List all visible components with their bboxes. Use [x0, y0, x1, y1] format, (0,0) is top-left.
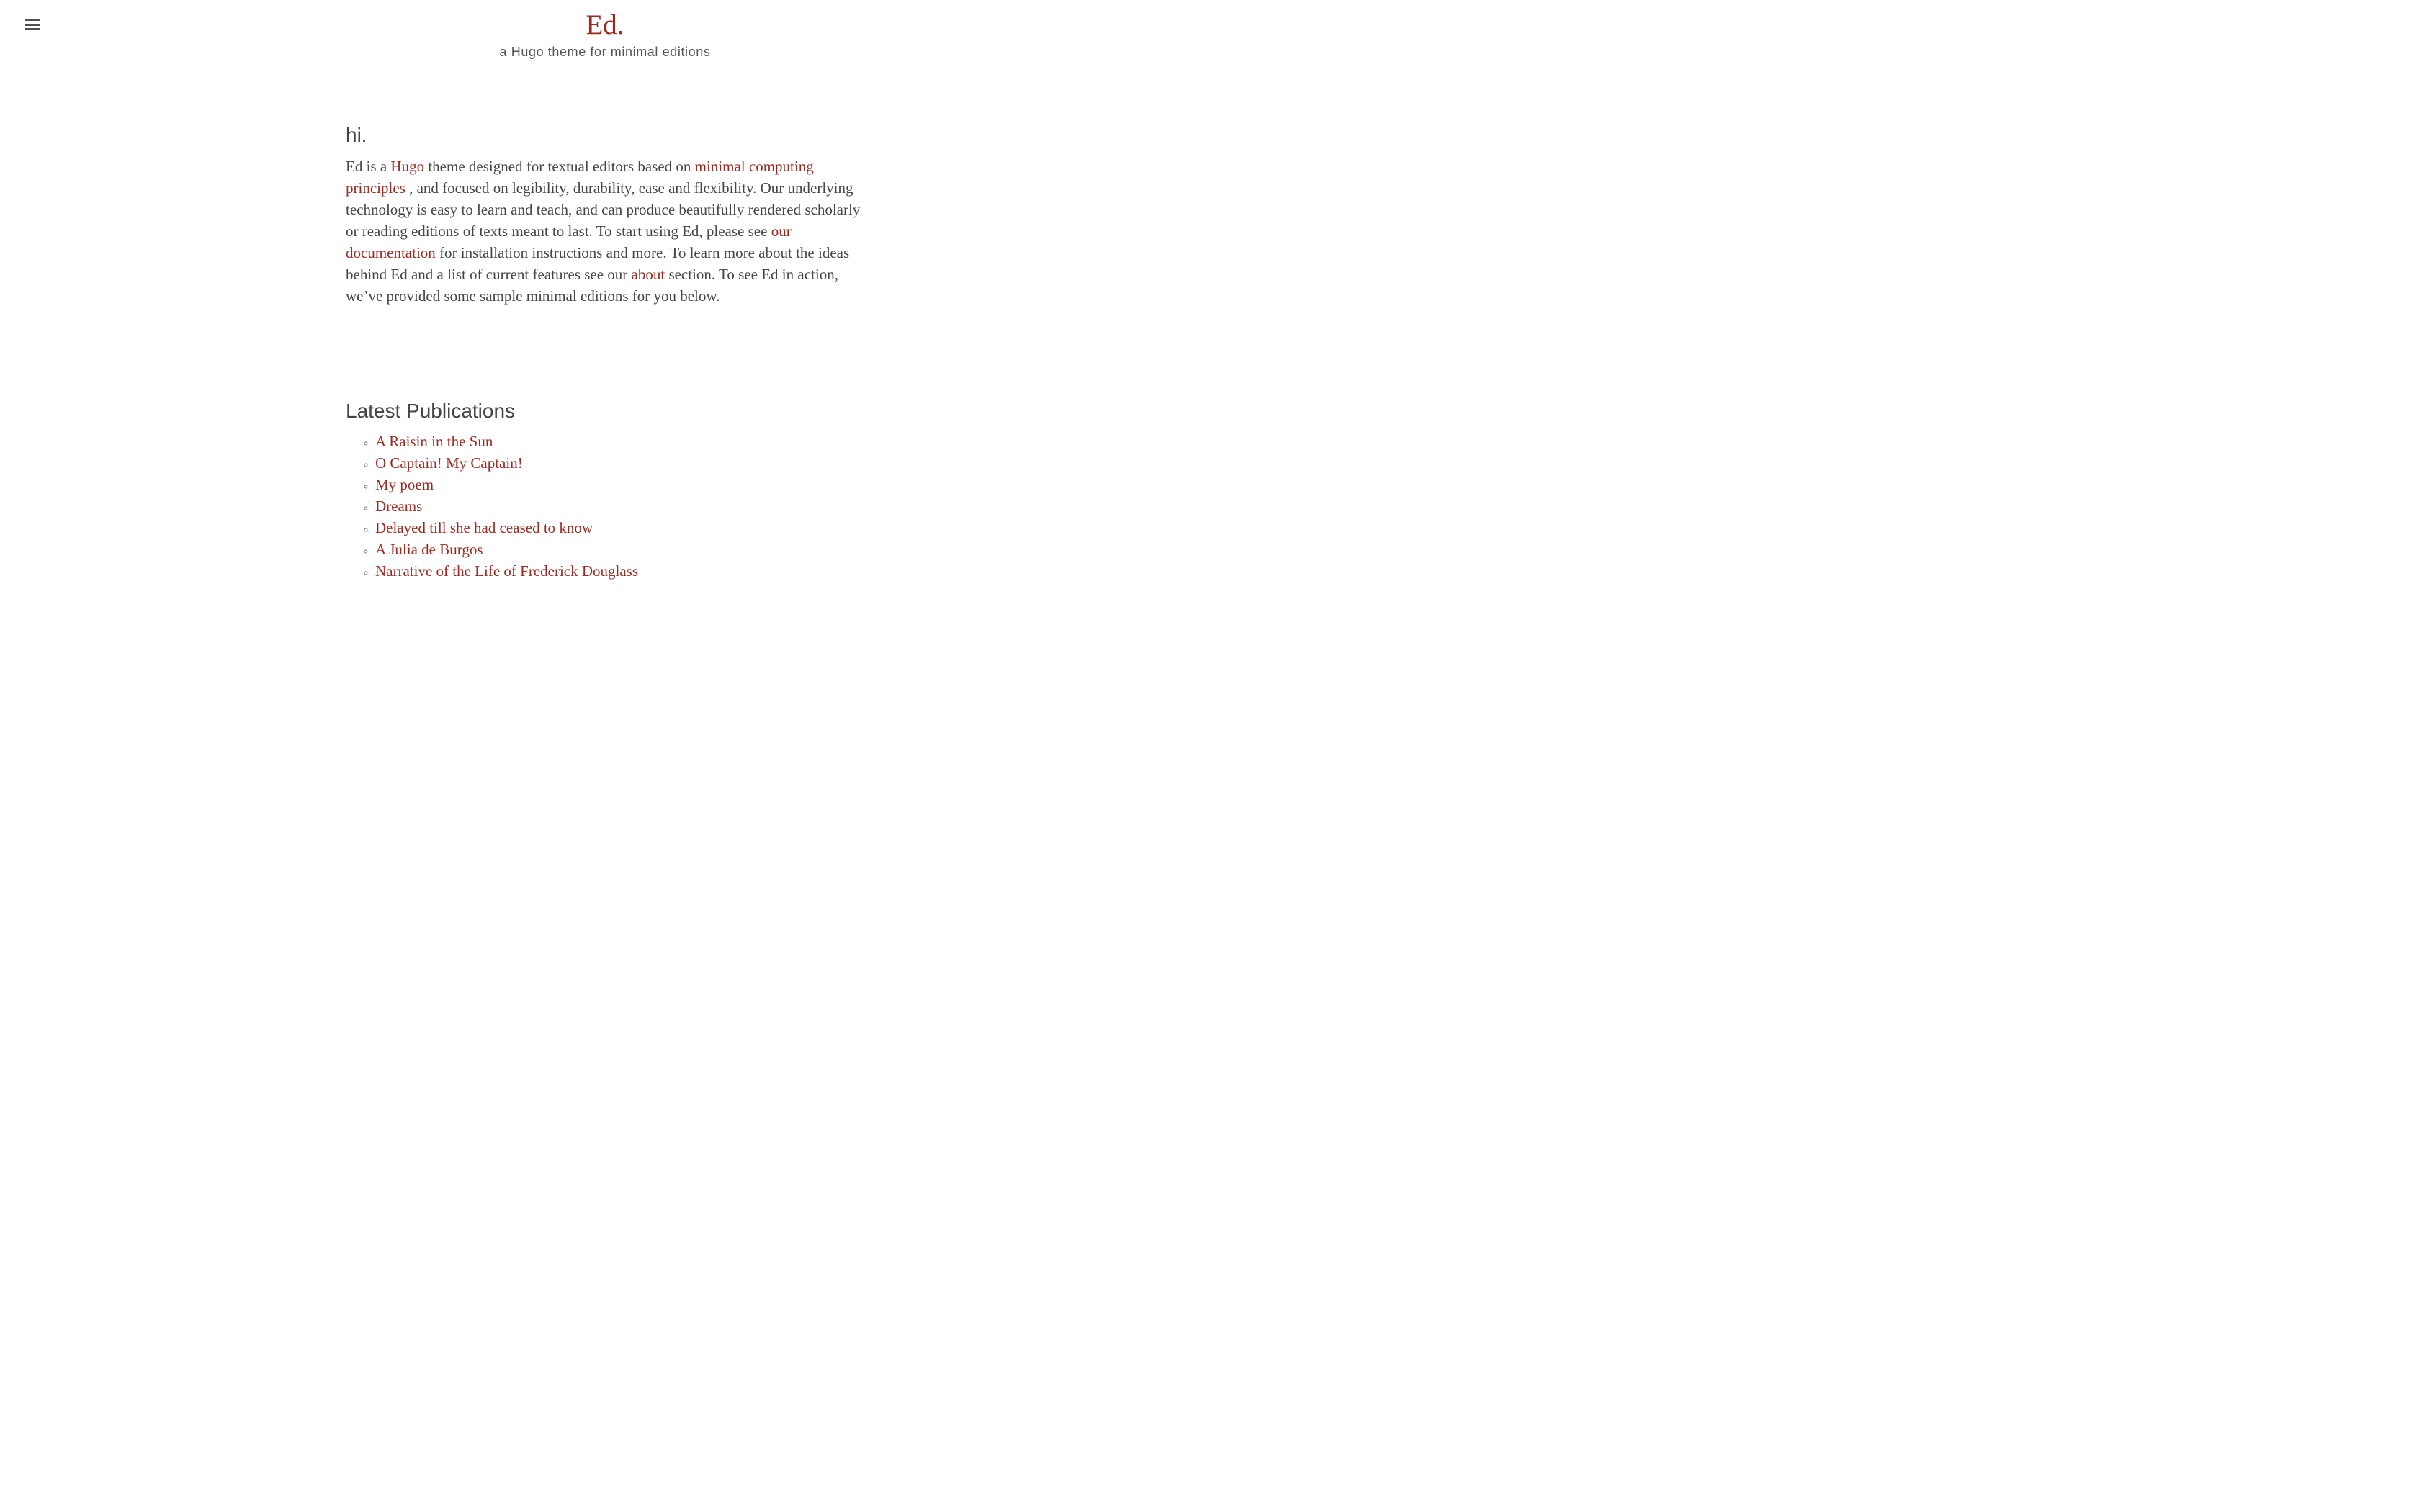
inline-link[interactable]: minimal computing principles — [346, 158, 814, 197]
publication-item — [375, 560, 864, 582]
main-content — [346, 78, 864, 582]
text-run: section. To see Ed in action, we’ve provided some sample minimal editions for you below. — [346, 266, 838, 305]
publication-link[interactable]: Delayed till she had ceased to know — [375, 519, 593, 536]
masthead — [0, 10, 1210, 60]
inline-link[interactable]: Hugo — [390, 158, 425, 175]
publication-item — [375, 474, 864, 495]
hamburger-bar — [25, 24, 40, 26]
inline-link[interactable]: our documentation — [346, 222, 792, 261]
hamburger-icon — [25, 19, 40, 30]
intro-paragraph — [346, 156, 864, 307]
page — [0, 0, 1210, 756]
text-run: for installation instructions and more. To learn more about the ideas behind Ed and a list of current features see our — [346, 244, 850, 283]
text-run: theme designed for textual editors based on — [424, 158, 695, 175]
publication-link[interactable]: A Julia de Burgos — [375, 541, 483, 558]
publication-item — [375, 539, 864, 560]
publications-list — [346, 431, 864, 582]
publication-item — [375, 452, 864, 474]
publication-item — [375, 517, 864, 539]
page-heading: hi. — [346, 124, 367, 146]
text-run: Ed is a — [346, 158, 391, 175]
publication-link[interactable]: A Raisin in the Sun — [375, 433, 493, 450]
publication-item — [375, 495, 864, 517]
publication-link[interactable]: Narrative of the Life of Frederick Douglass — [375, 562, 639, 580]
publication-link[interactable]: Dreams — [375, 498, 423, 515]
publication-item — [375, 431, 864, 452]
publication-link[interactable]: My poem — [375, 476, 434, 493]
publications-heading: Latest Publications — [346, 400, 516, 422]
inline-link[interactable]: about — [631, 266, 666, 283]
site-subtitle: a Hugo theme for minimal editions — [499, 45, 711, 59]
latest-publications-section — [346, 399, 864, 582]
site-header — [0, 0, 1210, 78]
hamburger-bar — [25, 19, 40, 21]
hamburger-bar — [25, 28, 40, 30]
menu-button[interactable] — [25, 19, 40, 30]
text-run: , and focused on legibility, durability, ease and flexibility. Our underlying technology is easy to learn and teach, and can produce beautifully rendered scholarly or reading editions of texts meant to last. To start using Ed, please see — [346, 179, 861, 240]
publication-link[interactable]: O Captain! My Captain! — [375, 454, 523, 472]
site-title-link[interactable]: Ed. — [586, 9, 624, 40]
